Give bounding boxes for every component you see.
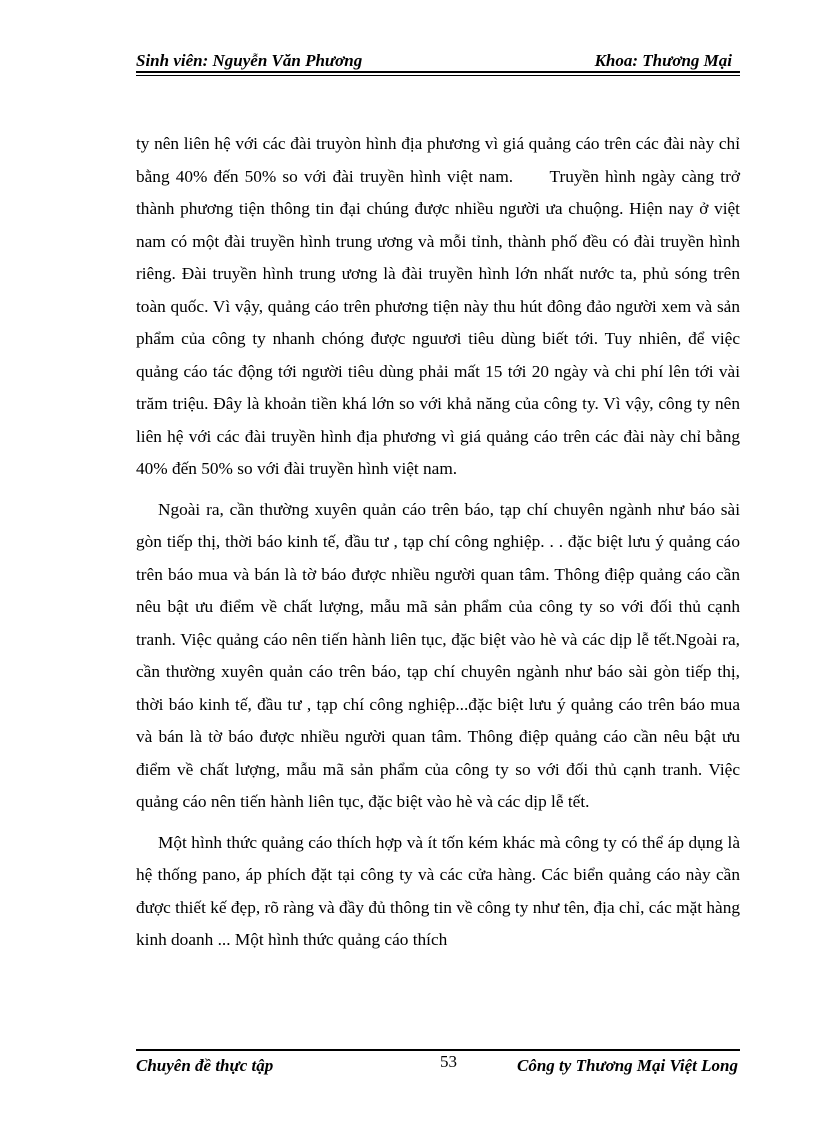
header-faculty: Khoa: Thương Mại [594,51,732,70]
page-number: 53 [440,1052,457,1071]
header-rule-thin [136,75,740,76]
footer-title: Chuyên đề thực tập [136,1056,274,1075]
paragraph-1: ty nên liên hệ với các đài truyòn hình địa phương vì giá quảng cáo trên các đài này chỉ bằng 40% đến 50% so với đài truyền hình việt nam. Truyền hình ngày càng trở thành phương tiện thông tin đại chúng được nhiều người ưa chuộng. Hiện nay ở việt nam có một đài truyền hình trung ương và mỗi tỉnh, thành phố đều có đài truyền hình riêng. Đài truyền hình trung ương là đài truyền hình lớn nhất nước ta, phủ sóng trên toàn quốc. Vì vậy, quảng cáo trên phương tiện này thu hút đông đảo người xem và sản phẩm của công ty nhanh chóng được nguươi tiêu dùng biết tới. Tuy nhiên, để việc quảng cáo tác động tới người tiêu dùng phải mất 15 tới 20 ngày và chi phí lên tới vài trăm triệu. Đây là khoản tiền khá lớn so với khả năng của công ty. Vì vậy, công ty nên liên hệ với các đài truyền hình địa phương vì giá quảng cáo trên các đài này chỉ bằng 40% đến 50% so với đài truyền hình việt nam. [136,134,745,478]
footer-company: Công ty Thương Mại Việt Long [517,1056,738,1075]
page-footer [136,1052,740,1080]
header-student-name: Sinh viên: Nguyễn Văn Phương [136,51,363,70]
paragraph-2: Ngoài ra, cần thường xuyên quản cáo trên báo, tạp chí chuyên ngành như báo sài gòn tiếp thị, thời báo kinh tế, đầu tư , tạp chí công nghiệp. . . đặc biệt lưu ý quảng cáo trên báo mua và bán là tờ báo được nhiều người quan tâm. Thông điệp quảng cáo cần nêu bật ưu điểm về chất lượng, mẫu mã sản phẩm của công ty so với đối thủ cạnh tranh. Việc quảng cáo nên tiến hành liên tục, đặc biệt vào hè và các dịp lễ tết.Ngoài ra, cần thường xuyên quản cáo trên báo, tạp chí chuyên ngành như báo sài gòn tiếp thị, thời báo kinh tế, đầu tư , tạp chí công nghiệp...đặc biệt lưu ý quảng cáo trên báo mua và bán là tờ báo được nhiều người quan tâm. Thông điệp quảng cáo cần nêu bật ưu điểm về chất lượng, mẫu mã sản phẩm của công ty so với đối thủ cạnh tranh. Việc quảng cáo nên tiến hành liên tục, đặc biệt vào hè và các dịp lễ tết. [136,499,740,811]
footer-rule [136,1049,740,1051]
paragraph-3: Một hình thức quảng cáo thích hợp và ít tốn kém khác mà công ty có thể áp dụng là hệ thống pano, áp phích đặt tại công ty và các cửa hàng. Các biển quảng cáo này cần được thiết kế đẹp, rõ ràng và đầy đủ thông tin về công ty như tên, địa chỉ, các mặt hàng kinh doanh ... Một hình thức quảng cáo thích [136,832,740,949]
header-rule [136,71,740,73]
body-text [136,128,745,957]
